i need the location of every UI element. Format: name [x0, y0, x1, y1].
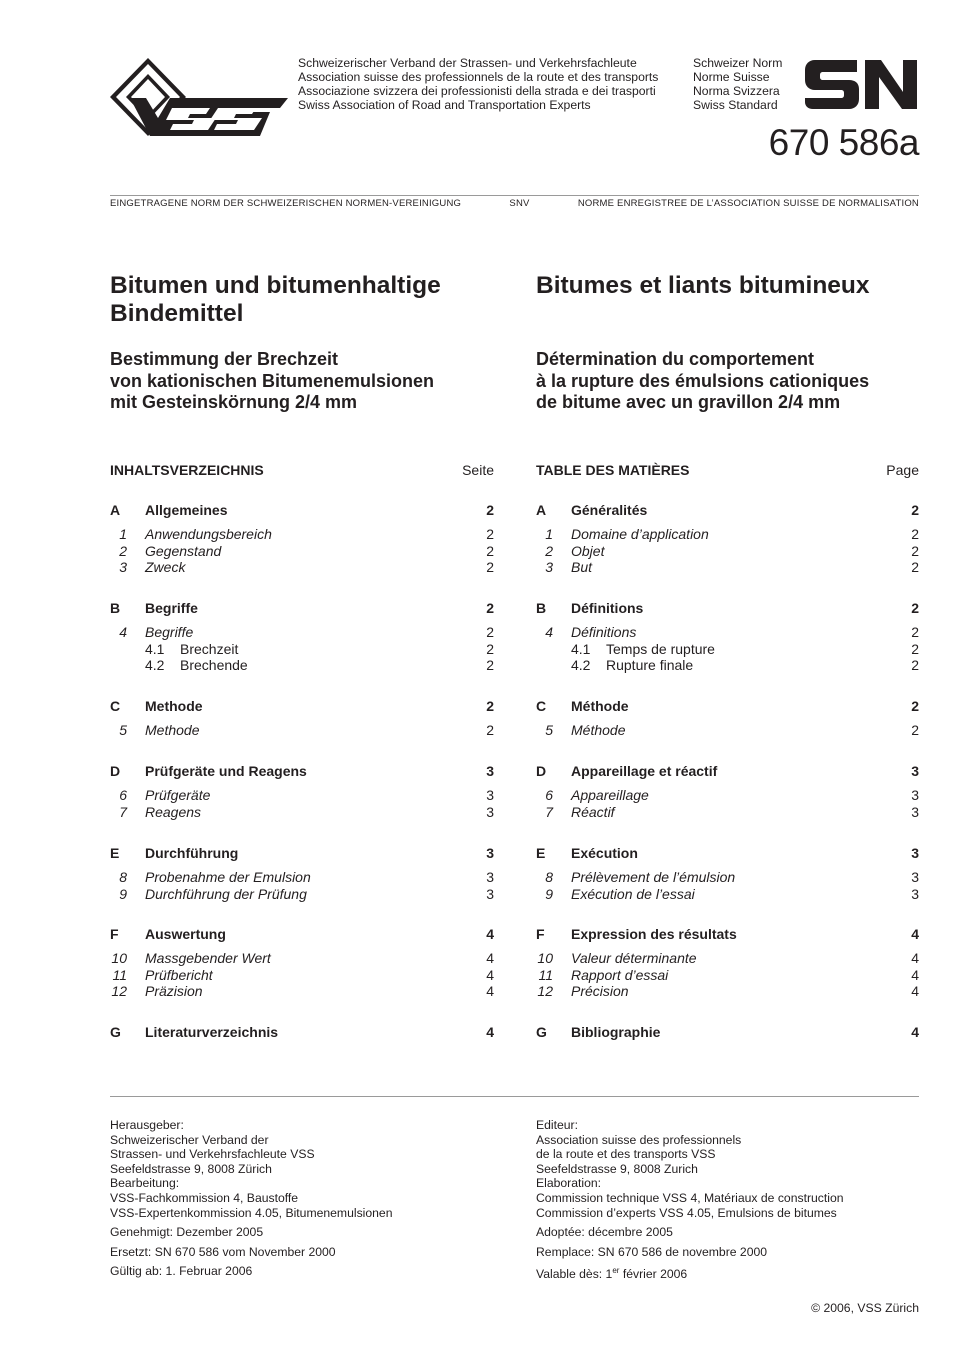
toc-page-number: 4 — [486, 982, 494, 999]
toc-entry[interactable] — [536, 657, 919, 673]
toc-section-heading[interactable] — [110, 502, 494, 518]
toc-page-number: 2 — [911, 698, 919, 714]
toc-heading-de — [110, 462, 494, 478]
toc-page-number: 4 — [911, 982, 919, 999]
toc-entry-number: 4.1 — [571, 640, 591, 657]
subtitle-line: Bestimmung der Brechzeit — [110, 349, 339, 369]
toc-page-number: 3 — [486, 763, 494, 779]
toc-entry-number: 1 — [119, 526, 127, 543]
toc-page-number: 2 — [486, 640, 494, 657]
toc-entry-title: Objet — [571, 542, 605, 559]
toc-section-letter: A — [110, 502, 121, 518]
toc-section — [536, 1024, 919, 1040]
toc-section-heading[interactable] — [110, 845, 494, 861]
toc-page-number: 3 — [486, 803, 494, 820]
toc-section-title: Auswertung — [145, 926, 226, 942]
toc-section-letter: D — [536, 763, 547, 779]
editing-line: VSS-Expertenkommission 4.05, Bitumenemulsionen — [110, 1205, 393, 1220]
registration-right: NORME ENREGISTREE DE L’ASSOCIATION SUISSE DE NORMALISATION — [577, 198, 919, 209]
toc-section-title: Méthode — [571, 698, 629, 714]
toc-page-number: 2 — [486, 526, 494, 543]
toc-entry-title: Définitions — [571, 624, 637, 641]
toc-entry-number: 1 — [545, 526, 553, 543]
toc-entry-title: Réactif — [571, 803, 615, 820]
subtitle-line: à la rupture des émulsions cationiques — [536, 370, 870, 391]
toc-entry[interactable] — [536, 886, 919, 902]
toc-page-number: 2 — [486, 558, 494, 575]
toc-entry-title: Probenahme der Emulsion — [145, 869, 311, 886]
toc-entry[interactable] — [536, 787, 919, 803]
toc-heading: INHALTSVERZEICHNIS — [110, 462, 264, 478]
toc-entry-number: 4 — [119, 624, 127, 641]
toc-section-heading[interactable] — [536, 502, 919, 518]
publisher-line: Seefeldstrasse 9, 8008 Zürich — [110, 1161, 272, 1176]
registration-center: SNV — [509, 198, 530, 209]
toc-section-letter: B — [110, 600, 121, 616]
toc-section-title: Allgemeines — [145, 502, 228, 518]
toc-entry-number: 8 — [545, 869, 553, 886]
toc-page-number: 4 — [486, 966, 494, 983]
title-line: Bitumen und bitumenhaltige — [110, 272, 441, 299]
toc-section-title: Durchführung — [145, 845, 239, 861]
toc-entry-number: 12 — [537, 982, 553, 999]
toc-page-number: 2 — [911, 640, 919, 657]
valid-suffix: février 2006 — [619, 1267, 688, 1282]
subtitle-line: von kationischen Bitumenemulsionen — [110, 370, 435, 391]
valid-prefix: Valable dès: 1 — [536, 1267, 613, 1282]
footer-de — [110, 1118, 494, 1279]
toc-entry-number: 5 — [119, 722, 127, 739]
toc-page-number: 2 — [911, 558, 919, 575]
toc-section-title: Généralités — [571, 502, 648, 518]
toc-page-number: 3 — [911, 763, 919, 779]
toc-entry[interactable] — [536, 722, 919, 738]
subtitle-fr — [536, 349, 919, 414]
toc-page-number: 4 — [911, 966, 919, 983]
toc-page-label: Page — [886, 462, 919, 478]
toc-entry-number: 4 — [545, 624, 553, 641]
toc-entry-title: Prélèvement de l’émulsion — [571, 869, 736, 886]
toc-entry-number: 11 — [538, 966, 553, 983]
toc-section — [536, 698, 919, 739]
toc-entry-number: 10 — [537, 950, 553, 967]
toc-entry-title: Méthode — [571, 722, 626, 739]
toc-entry[interactable] — [110, 526, 494, 542]
toc-section — [110, 600, 494, 673]
toc-page-number: 2 — [911, 600, 919, 616]
toc-entry[interactable] — [110, 722, 494, 738]
toc-section-letter: D — [110, 763, 121, 779]
norm-type — [693, 56, 782, 112]
toc-section-letter: C — [536, 698, 547, 714]
norm-type-line: Swiss Standard — [693, 98, 778, 112]
toc-section-letter: G — [536, 1024, 547, 1040]
title-de — [110, 272, 494, 328]
approved-line: Genehmigt: Dezember 2005 — [110, 1225, 264, 1240]
toc-section-heading[interactable] — [110, 1024, 494, 1040]
toc-section-heading[interactable] — [536, 845, 919, 861]
toc-page-number: 2 — [911, 624, 919, 641]
toc-section — [110, 502, 494, 575]
association-line: Association suisse des professionnels de la route et des transports — [298, 70, 659, 84]
registration-left: EINGETRAGENE NORM DER SCHWEIZERISCHEN NORMEN-VEREINIGUNG — [110, 198, 462, 209]
replaces-line: Remplace: SN 670 586 de novembre 2000 — [536, 1244, 768, 1259]
toc-entry-title: Valeur déterminante — [571, 950, 697, 967]
toc-entry-number: 10 — [111, 950, 127, 967]
norm-type-line: Schweizer Norm — [693, 56, 783, 70]
toc-entry-title: Brechzeit — [180, 640, 239, 657]
publisher-line: Seefeldstrasse 9, 8008 Zurich — [536, 1161, 698, 1176]
association-line: Schweizerischer Verband der Strassen- und Verkehrsfachleute — [298, 56, 637, 70]
toc-page-number: 3 — [911, 803, 919, 820]
toc-section-title: Prüfgeräte und Reagens — [145, 763, 307, 779]
toc-entry-number: 2 — [119, 542, 127, 559]
toc-entry-title: Anwendungsbereich — [145, 526, 272, 543]
toc-entry-title: Brechende — [180, 656, 248, 673]
toc-section-letter: E — [536, 845, 546, 861]
toc-heading: TABLE DES MATIÈRES — [536, 462, 690, 478]
editing-line: Commission technique VSS 4, Matériaux de construction — [536, 1190, 844, 1205]
toc-heading-fr — [536, 462, 919, 478]
toc-page-number: 3 — [911, 869, 919, 886]
toc-entry[interactable] — [536, 804, 919, 820]
toc-page-number: 4 — [911, 926, 919, 942]
toc-section-title: Définitions — [571, 600, 644, 616]
toc-section-heading[interactable] — [536, 1024, 919, 1040]
toc-entry[interactable] — [536, 983, 919, 999]
toc-page-number: 2 — [911, 656, 919, 673]
toc-section-letter: A — [536, 502, 547, 518]
toc-entry[interactable] — [110, 950, 494, 966]
toc-page-number: 2 — [486, 656, 494, 673]
subtitle-line: Détermination du comportement — [536, 349, 815, 369]
toc-entry[interactable] — [110, 967, 494, 983]
toc-section-heading[interactable] — [110, 698, 494, 714]
valid-sup: er — [612, 1266, 620, 1276]
toc-entry-title: But — [571, 558, 593, 575]
toc-entry-title: Prüfbericht — [145, 966, 213, 983]
toc-entry[interactable] — [110, 543, 494, 559]
publisher-line: Strassen- und Verkehrsfachleute VSS — [110, 1147, 315, 1162]
toc-section-letter: F — [110, 926, 119, 942]
toc-entry[interactable] — [110, 559, 494, 575]
toc-page-number: 3 — [486, 845, 494, 861]
toc-page-number: 3 — [911, 885, 919, 902]
title-line: Bitumes et liants bitumineux — [536, 272, 870, 299]
toc-section-heading[interactable] — [536, 600, 919, 616]
toc-page-number: 3 — [486, 869, 494, 886]
association-line: Associazione svizzera dei professionisti della strada e dei trasporti — [298, 84, 656, 98]
toc-entry-title: Zweck — [145, 558, 186, 575]
publisher-label: Herausgeber: — [110, 1118, 184, 1132]
toc-entry-title: Prüfgeräte — [145, 787, 211, 804]
toc-page-number: 2 — [911, 526, 919, 543]
toc-entry-number: 4.2 — [145, 656, 165, 673]
publisher-line: Association suisse des professionnels — [536, 1132, 742, 1147]
editing-label: Bearbeitung: — [110, 1176, 180, 1191]
publisher-line: de la route et des transports VSS — [536, 1147, 716, 1162]
toc-page-number: 2 — [911, 722, 919, 739]
toc-section-letter: F — [536, 926, 545, 942]
norm-type-line: Norma Svizzera — [693, 84, 780, 98]
toc-section — [536, 763, 919, 820]
toc-section — [110, 926, 494, 999]
toc-entry-title: Massgebender Wert — [145, 950, 271, 967]
toc-entry-title: Reagens — [145, 803, 202, 820]
association-line: Swiss Association of Road and Transportation Experts — [298, 98, 591, 112]
approved-line: Adoptée: décembre 2005 — [536, 1225, 673, 1240]
toc-section — [536, 926, 919, 999]
toc-entry[interactable] — [536, 641, 919, 657]
toc-entry-number: 8 — [119, 869, 127, 886]
toc-entry-number: 3 — [119, 558, 127, 575]
toc-section — [536, 502, 919, 575]
toc-page-number: 3 — [486, 885, 494, 902]
toc-page-number: 3 — [911, 787, 919, 804]
toc-section-heading[interactable] — [110, 600, 494, 616]
toc-section-letter: E — [110, 845, 120, 861]
toc-entry-title: Gegenstand — [145, 542, 222, 559]
toc-page-number: 2 — [486, 502, 494, 518]
header-divider — [110, 195, 919, 196]
association-names — [298, 56, 658, 112]
toc-entry-title: Précision — [571, 982, 629, 999]
toc-section — [110, 1024, 494, 1040]
toc-page-number: 4 — [486, 950, 494, 967]
toc-page-number: 4 — [911, 1024, 919, 1040]
vss-logo — [110, 56, 290, 140]
toc-page-number: 2 — [911, 542, 919, 559]
toc-entry-number: 6 — [545, 787, 553, 804]
toc-entry[interactable] — [110, 657, 494, 673]
toc-section-letter: B — [536, 600, 547, 616]
footer-fr — [536, 1118, 919, 1282]
toc-entry[interactable] — [110, 641, 494, 657]
publisher-line: Schweizerischer Verband der — [110, 1132, 269, 1147]
copyright: © 2006, VSS Zürich — [811, 1301, 919, 1315]
toc-entry-title: Durchführung der Prüfung — [145, 885, 307, 902]
valid-line: Gültig ab: 1. Februar 2006 — [110, 1264, 253, 1279]
toc-section-title: Exécution — [571, 845, 638, 861]
toc-section-heading[interactable] — [110, 926, 494, 942]
toc-entry-number: 9 — [545, 885, 553, 902]
toc-entry[interactable] — [110, 804, 494, 820]
toc-page-number: 3 — [911, 845, 919, 861]
toc-entry[interactable] — [110, 624, 494, 640]
replaces-line: Ersetzt: SN 670 586 vom November 2000 — [110, 1244, 336, 1259]
toc-entry-number: 9 — [119, 885, 127, 902]
toc-entry-number: 3 — [545, 558, 553, 575]
toc-entry[interactable] — [536, 526, 919, 542]
toc-section-letter: G — [110, 1024, 121, 1040]
toc-entry-title: Methode — [145, 722, 200, 739]
toc-entry-title: Exécution de l’essai — [571, 885, 695, 902]
title-fr — [536, 272, 919, 300]
valid-line — [536, 1264, 919, 1282]
toc-section — [536, 600, 919, 673]
toc-section — [110, 698, 494, 739]
toc-page-number: 4 — [486, 1024, 494, 1040]
toc-page-number: 2 — [486, 542, 494, 559]
toc-entry[interactable] — [110, 983, 494, 999]
toc-entry-number: 12 — [111, 982, 127, 999]
publisher-label: Editeur: — [536, 1118, 579, 1132]
toc-entry-title: Appareillage — [571, 787, 649, 804]
toc-section-title: Methode — [145, 698, 203, 714]
toc-section-letter: C — [110, 698, 121, 714]
toc-page-number: 4 — [486, 926, 494, 942]
toc-entry-title: Rupture finale — [606, 656, 694, 673]
toc-entry-number: 4.1 — [145, 640, 165, 657]
footer-divider — [110, 1096, 919, 1097]
toc-entry[interactable] — [536, 950, 919, 966]
toc-section-heading[interactable] — [110, 763, 494, 779]
toc-entry-number: 7 — [119, 803, 127, 820]
toc-entry[interactable] — [110, 886, 494, 902]
subtitle-de — [110, 349, 494, 414]
subtitle-line: de bitume avec un gravillon 2/4 mm — [536, 392, 841, 412]
toc-section-heading[interactable] — [536, 698, 919, 714]
toc-entry[interactable] — [536, 559, 919, 575]
editing-line: Commission d’experts VSS 4.05, Emulsions de bitumes — [536, 1205, 837, 1220]
toc-page-number: 3 — [486, 787, 494, 804]
editing-label: Elaboration: — [536, 1176, 602, 1191]
toc-entry-number: 7 — [545, 803, 553, 820]
toc-page-number: 2 — [486, 600, 494, 616]
toc-entry-number: 5 — [545, 722, 553, 739]
toc-entry[interactable] — [536, 624, 919, 640]
toc-section — [110, 845, 494, 902]
toc-entry-number: 4.2 — [571, 656, 591, 673]
toc-entry[interactable] — [110, 787, 494, 803]
toc-entry[interactable] — [536, 543, 919, 559]
editing-line: VSS-Fachkommission 4, Baustoffe — [110, 1190, 299, 1205]
toc-entry-number: 11 — [112, 966, 127, 983]
toc-section-title: Appareillage et réactif — [571, 763, 718, 779]
toc-entry-title: Rapport d’essai — [571, 966, 669, 983]
toc-page-label: Seite — [462, 462, 494, 478]
toc-section-title: Expression des résultats — [571, 926, 737, 942]
toc-section — [536, 845, 919, 902]
sn-logo — [803, 58, 919, 109]
toc-page-number: 4 — [911, 950, 919, 967]
toc-entry-number: 6 — [119, 787, 127, 804]
toc-section-heading[interactable] — [536, 763, 919, 779]
toc-entry[interactable] — [110, 869, 494, 885]
toc-section-title: Begriffe — [145, 600, 198, 616]
toc-section — [110, 763, 494, 820]
toc-section-heading[interactable] — [536, 926, 919, 942]
toc-entry[interactable] — [536, 869, 919, 885]
toc-entry-title: Begriffe — [145, 624, 194, 641]
toc-page-number: 2 — [911, 502, 919, 518]
toc-page-number: 2 — [486, 624, 494, 641]
toc-page-number: 2 — [486, 698, 494, 714]
toc-entry-title: Temps de rupture — [606, 640, 715, 657]
toc-entry-title: Präzision — [145, 982, 203, 999]
toc-entry[interactable] — [536, 967, 919, 983]
toc-entry-title: Domaine d’application — [571, 526, 709, 543]
toc-section-title: Bibliographie — [571, 1024, 661, 1040]
title-line: Bindemittel — [110, 300, 244, 327]
document-number: 670 586a — [768, 122, 919, 163]
subtitle-line: mit Gesteinskörnung 2/4 mm — [110, 392, 358, 412]
registration-line — [110, 198, 919, 209]
toc-entry-number: 2 — [545, 542, 553, 559]
toc-section-title: Literaturverzeichnis — [145, 1024, 279, 1040]
norm-type-line: Norme Suisse — [693, 70, 770, 84]
toc-page-number: 2 — [486, 722, 494, 739]
